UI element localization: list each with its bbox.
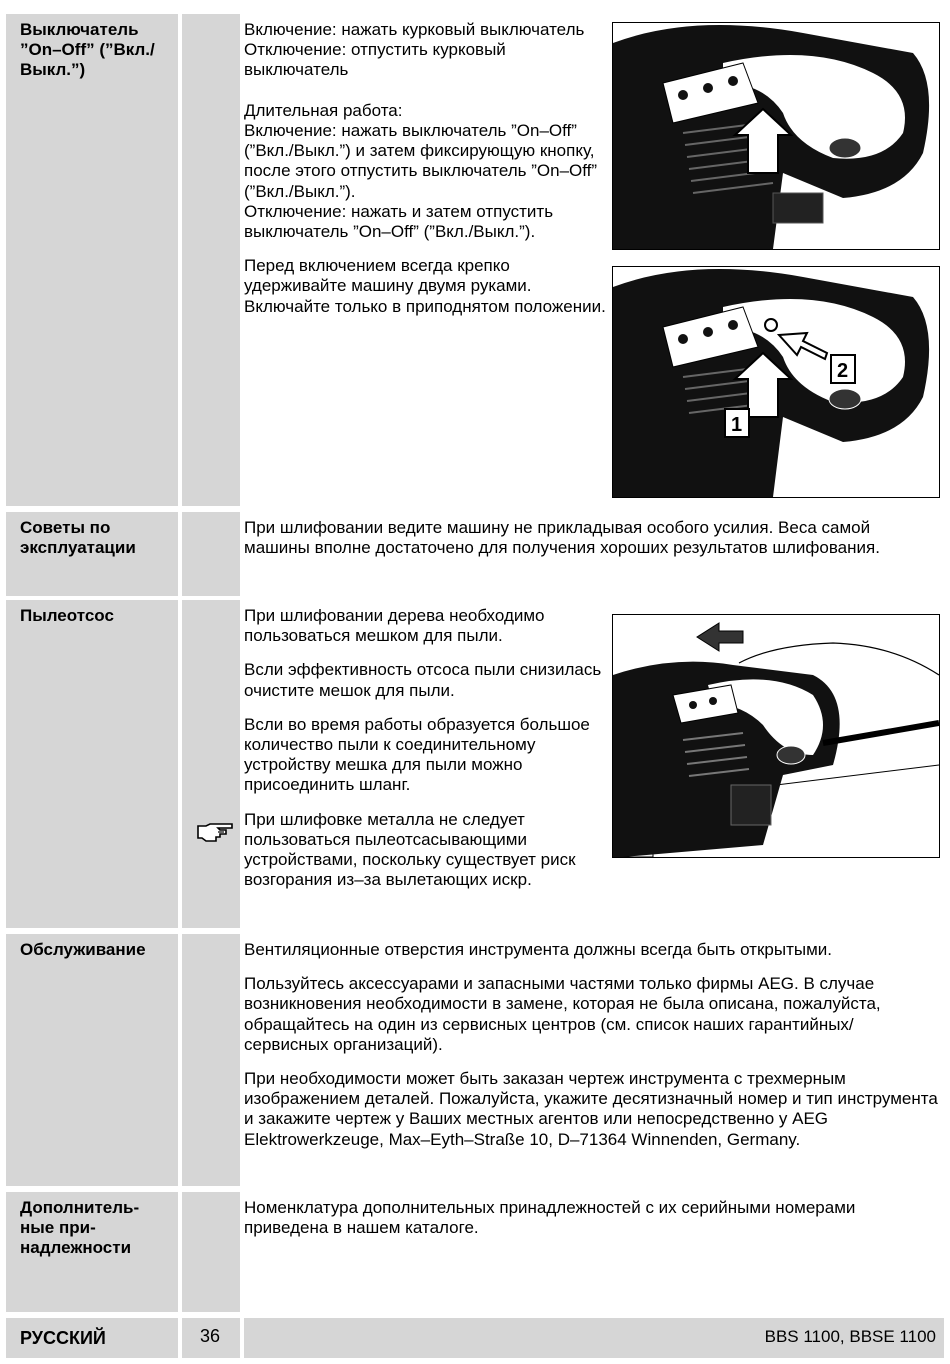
section-body (244, 20, 606, 331)
paragraph: Номенклатура дополнительных принадлежностей с их серийными номерами приведена в нашем каталоге. (244, 1198, 856, 1238)
section-heading-cell (6, 600, 178, 928)
figure-switch-lock (612, 266, 940, 498)
figure-dust-bag (612, 614, 940, 858)
margin-cell (182, 1192, 240, 1312)
section-maintenance (6, 934, 944, 1186)
section-body-cell (244, 934, 944, 1186)
section-body (244, 518, 934, 572)
footer-page-number-cell (182, 1318, 240, 1358)
section-heading: Пылеотсос (20, 606, 114, 625)
page-footer (6, 1318, 944, 1358)
figure-switch-on (612, 22, 940, 250)
page-number: 36 (200, 1326, 221, 1346)
section-tips (6, 512, 944, 596)
section-accessories (6, 1192, 944, 1312)
paragraph: Вентиляционные отверстия инструмента должны всегда быть открытыми. (244, 940, 832, 959)
section-heading: Дополнитель- ные при- надлежности (20, 1198, 140, 1257)
section-body-cell (244, 600, 944, 928)
pointing-hand-icon (196, 822, 236, 844)
paragraph: Всли эффективность отсоса пыли снизилась очистите мешок для пыли. (244, 660, 602, 700)
margin-cell (182, 934, 240, 1186)
paragraph: При шлифовке металла не следует пользоваться пылеотсасывающими устройствами, поскольку существует риск возгорания из–за вылетающих искр. (244, 809, 576, 890)
section-body (244, 1198, 934, 1252)
margin-cell (182, 600, 240, 928)
paragraph: Перед включением всегда крепко удерживайте машину двумя руками. Включайте только в приподнятом положении. (244, 256, 606, 316)
section-heading-cell (6, 14, 178, 506)
figure-label-2: 2 (837, 360, 849, 382)
figure-label-1: 1 (731, 414, 743, 436)
paragraph: Пользуйтесь аксессуарами и запасными частями только фирмы AEG. В случае возникновения необходимости в замене, которая не была описана, пожалуйста, обращайтесь на один из сервисных центров (см. список наших гарантийных/сервисных организаций). (244, 974, 881, 1054)
section-heading-cell (6, 934, 178, 1186)
section-body (244, 606, 604, 904)
section-body-cell (244, 512, 944, 596)
margin-cell (182, 512, 240, 596)
paragraph: При шлифовании дерева необходимо пользоваться мешком для пыли. (244, 606, 545, 646)
section-heading: Выключатель ”On–Off” (”Вкл./Выкл.”) (20, 20, 155, 79)
footer-language-cell (6, 1318, 178, 1358)
section-body (244, 940, 938, 1164)
section-heading-cell (6, 1192, 178, 1312)
section-body-cell (244, 1192, 944, 1312)
footer-language: РУССКИЙ (20, 1328, 106, 1348)
section-heading: Советы по эксплуатации (20, 518, 136, 557)
margin-cell (182, 14, 240, 506)
paragraph: Включение: нажать курковый выключатель Отключение: отпустить курковый выключатель Длительная работа: Включение: нажать выключатель ”On–Off” (”Вкл./Выкл.”) и затем фиксирующую кнопку, после этого отпустить выключатель ”On–Off” (”Вкл./Выкл.”). Отключение: нажать и затем отпустить выключатель ”On–Off” (”Вкл./Выкл.”). (244, 20, 598, 242)
paragraph: При шлифовании ведите машину не прикладывая особого усилия. Веса самой машины вполне достаточено для получения хороших результатов шлифования. (244, 518, 880, 558)
section-heading-cell (6, 512, 178, 596)
section-heading: Обслуживание (20, 940, 146, 959)
paragraph: При необходимости может быть заказан чертеж инструмента с трехмерным изображением деталей. Пожалуйста, укажите десятизначный номер и тип инструмента и закажите чертеж у Ваших местных агентов или непосредственно у AEG Elektrowerkzeuge, Max–Eyth–Straße 10, D–71364 Winnenden, Germany. (244, 1069, 938, 1149)
section-body-cell (244, 14, 944, 506)
paragraph: Всли во время работы образуется большое количество пыли к соединительному устройству мешка для пыли можно присоединить шланг. (244, 714, 590, 795)
footer-models: BBS 1100, BBSE 1100 (764, 1327, 936, 1346)
section-switch (6, 14, 944, 506)
section-dust-extraction (6, 600, 944, 928)
footer-model-cell (244, 1318, 944, 1358)
